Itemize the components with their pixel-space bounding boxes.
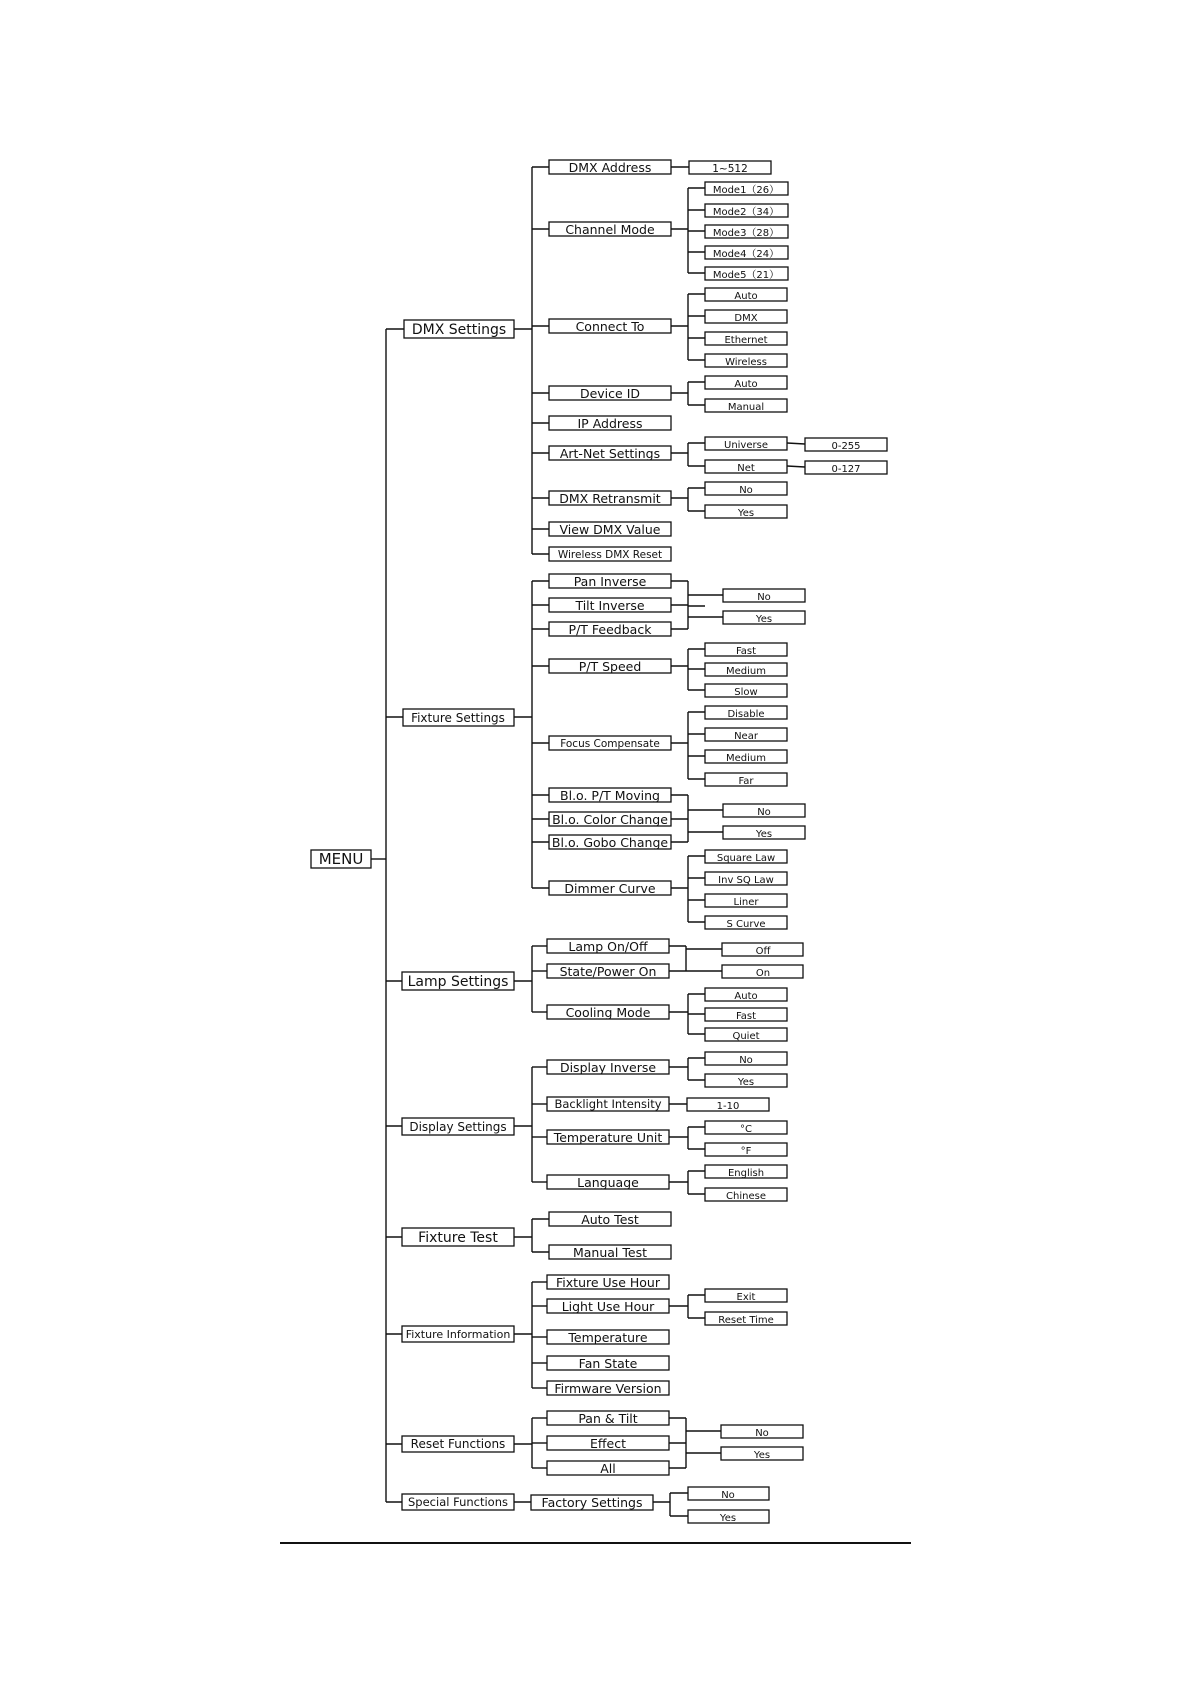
option-label: Mode4（24） bbox=[712, 249, 780, 260]
item-node-manual-test bbox=[549, 1245, 671, 1260]
option-label: Quiet bbox=[732, 1031, 760, 1042]
option-label: Yes bbox=[737, 1077, 755, 1088]
item-node-blo-pt-moving bbox=[549, 788, 671, 803]
item-node-cooling-mode bbox=[547, 1005, 669, 1020]
item-label: DMX Address bbox=[568, 160, 652, 175]
item-label: DMX Retransmit bbox=[559, 491, 661, 506]
option-label: Fast bbox=[735, 1011, 757, 1022]
item-label: Fixture Use Hour bbox=[556, 1275, 660, 1290]
option-label: Yes bbox=[755, 829, 773, 840]
option-label: No bbox=[757, 807, 771, 818]
option-label: Liner bbox=[733, 897, 759, 908]
option-node-on bbox=[722, 965, 803, 979]
item-node-pt-speed bbox=[549, 659, 671, 674]
option-label: Medium bbox=[726, 666, 766, 677]
option-node-mode5 bbox=[705, 267, 788, 281]
item-label: State/Power On bbox=[559, 964, 657, 979]
item-label: Temperature bbox=[568, 1330, 648, 1345]
item-label: Channel Mode bbox=[565, 222, 655, 237]
item-node-effect bbox=[547, 1436, 669, 1451]
option-label: Exit bbox=[736, 1292, 756, 1303]
section-node-dmx-settings bbox=[404, 320, 514, 338]
option-node-disable bbox=[705, 706, 787, 720]
option-node-no bbox=[688, 1487, 769, 1501]
item-label: Fan State bbox=[578, 1356, 638, 1371]
option-node-slow bbox=[705, 684, 787, 698]
section-node-fixture-information bbox=[402, 1326, 514, 1342]
item-node-channel-mode bbox=[549, 222, 671, 237]
footer-rule bbox=[280, 1542, 911, 1544]
option-node-reset-time bbox=[705, 1312, 787, 1326]
item-node-connect-to bbox=[549, 319, 671, 334]
item-node-device-id bbox=[549, 386, 671, 401]
option-node-mode1 bbox=[705, 182, 788, 196]
option-node-liner bbox=[705, 894, 787, 908]
option-node-manual bbox=[705, 399, 787, 413]
option-label: No bbox=[739, 1055, 753, 1066]
item-node-temperature bbox=[547, 1330, 669, 1345]
item-label: Focus Compensate bbox=[560, 738, 660, 750]
option-label: Mode1（26） bbox=[712, 185, 780, 196]
option-node-no bbox=[721, 1425, 803, 1439]
option-label: Mode2（34） bbox=[712, 207, 780, 218]
option-label: Mode3（28） bbox=[712, 228, 780, 239]
option-node-no bbox=[705, 1052, 787, 1066]
option-node-inv-sq-law bbox=[705, 872, 787, 886]
option-label: Auto bbox=[734, 291, 758, 302]
option-node-universe bbox=[705, 437, 787, 451]
option-label: Auto bbox=[734, 379, 758, 390]
item-label: Display Inverse bbox=[559, 1060, 657, 1075]
option-node-dmx bbox=[705, 310, 787, 324]
option-node-1-512 bbox=[689, 161, 771, 175]
option-node-exit bbox=[705, 1289, 787, 1303]
item-node-pan-inverse bbox=[549, 574, 671, 589]
item-label: Lamp On/Off bbox=[568, 939, 648, 954]
item-label: Effect bbox=[590, 1436, 626, 1451]
item-node-pan-and-tilt bbox=[547, 1411, 669, 1426]
item-label: Connect To bbox=[575, 319, 645, 334]
option-node-celsius bbox=[705, 1121, 787, 1135]
option-label: S Curve bbox=[726, 919, 766, 930]
option-label: Yes bbox=[737, 508, 755, 519]
menu-root-label: MENU bbox=[318, 850, 364, 868]
item-label: Cooling Mode bbox=[565, 1005, 651, 1020]
item-node-dmx-address bbox=[549, 160, 671, 175]
value-label: 0-255 bbox=[831, 441, 861, 452]
option-label: Inv SQ Law bbox=[718, 875, 774, 886]
item-label: Backlight Intensity bbox=[554, 1097, 662, 1111]
option-label: 1-10 bbox=[716, 1101, 740, 1112]
item-node-art-net-settings bbox=[549, 446, 671, 461]
item-node-blo-color-change bbox=[549, 812, 671, 827]
option-node-near bbox=[705, 728, 787, 742]
section-label: Lamp Settings bbox=[407, 974, 509, 990]
item-node-auto-test bbox=[549, 1212, 671, 1227]
option-node-square-law bbox=[705, 850, 787, 864]
item-label: P/T Feedback bbox=[568, 622, 652, 637]
item-node-lamp-on-off bbox=[547, 939, 669, 954]
option-label: Medium bbox=[726, 753, 766, 764]
item-node-tilt-inverse bbox=[549, 598, 671, 613]
connector-line bbox=[787, 443, 805, 444]
option-label: Chinese bbox=[726, 1191, 766, 1202]
option-label: Yes bbox=[755, 614, 773, 625]
option-node-mode2 bbox=[705, 204, 788, 218]
item-label: Device ID bbox=[579, 386, 641, 401]
option-label: Manual bbox=[727, 402, 765, 413]
item-label: IP Address bbox=[577, 416, 643, 431]
option-label: No bbox=[721, 1490, 735, 1501]
option-node-medium bbox=[705, 663, 787, 677]
option-label: °F bbox=[740, 1146, 752, 1157]
option-label: Yes bbox=[753, 1450, 771, 1461]
option-node-no bbox=[705, 482, 787, 496]
item-node-fixture-use-hour bbox=[547, 1275, 669, 1290]
item-label: View DMX Value bbox=[559, 522, 661, 537]
section-label: Special Functions bbox=[408, 1495, 508, 1509]
option-label: Far bbox=[738, 776, 754, 787]
item-node-all bbox=[547, 1461, 669, 1476]
connector-line bbox=[787, 466, 805, 467]
option-node-fast bbox=[705, 643, 787, 657]
item-label: All bbox=[600, 1461, 616, 1476]
item-label: Firmware Version bbox=[554, 1381, 662, 1396]
item-node-blo-gobo-change bbox=[549, 835, 671, 850]
item-node-display-inverse bbox=[547, 1060, 669, 1075]
section-node-reset-functions bbox=[402, 1436, 514, 1452]
option-node-fahrenheit bbox=[705, 1143, 787, 1157]
option-node-no bbox=[723, 589, 805, 603]
item-node-dmx-retransmit bbox=[549, 491, 671, 506]
item-label: Dimmer Curve bbox=[564, 881, 656, 896]
option-node-yes bbox=[721, 1447, 803, 1461]
option-node-off bbox=[722, 943, 803, 957]
option-label: Yes bbox=[719, 1513, 737, 1524]
option-node-quiet bbox=[705, 1028, 787, 1042]
section-label: DMX Settings bbox=[411, 322, 507, 338]
item-label: Auto Test bbox=[581, 1212, 639, 1227]
option-label: Slow bbox=[734, 687, 758, 698]
item-label: Pan & Tilt bbox=[578, 1411, 638, 1426]
item-node-focus-compensate bbox=[549, 736, 671, 750]
section-node-special-functions bbox=[402, 1494, 514, 1510]
option-node-mode3 bbox=[705, 225, 788, 239]
option-node-1-10 bbox=[687, 1098, 769, 1112]
item-label: Art-Net Settings bbox=[559, 446, 661, 461]
option-label: DMX bbox=[734, 313, 758, 324]
option-node-fast bbox=[705, 1008, 787, 1022]
section-label: Fixture Settings bbox=[411, 711, 505, 725]
option-node-mode4 bbox=[705, 246, 788, 260]
item-label: Light Use Hour bbox=[561, 1299, 655, 1314]
option-label: Fast bbox=[735, 646, 757, 657]
section-label: Display Settings bbox=[409, 1120, 507, 1134]
item-node-view-dmx-value bbox=[549, 522, 671, 537]
section-label: Fixture Test bbox=[418, 1230, 498, 1246]
option-label: Auto bbox=[734, 991, 758, 1002]
item-label: Factory Settings bbox=[541, 1495, 643, 1510]
option-node-s-curve bbox=[705, 916, 787, 930]
section-node-fixture-test bbox=[402, 1228, 514, 1246]
option-label: No bbox=[755, 1428, 769, 1439]
option-label: No bbox=[757, 592, 771, 603]
option-node-auto bbox=[705, 288, 787, 302]
option-node-far bbox=[705, 773, 787, 787]
value-node-0-255 bbox=[805, 438, 887, 452]
value-label: 0-127 bbox=[831, 464, 861, 475]
option-node-no bbox=[723, 804, 805, 818]
option-node-net bbox=[705, 460, 787, 474]
item-node-pt-feedback bbox=[549, 622, 671, 637]
section-label: Fixture Information bbox=[405, 1328, 511, 1341]
option-node-auto bbox=[705, 376, 787, 390]
item-label: Bl.o. Gobo Change bbox=[551, 835, 669, 850]
option-label: Square Law bbox=[716, 853, 776, 864]
option-label: °C bbox=[740, 1124, 752, 1135]
item-node-factory-settings bbox=[531, 1495, 653, 1510]
item-label: Language bbox=[577, 1175, 639, 1190]
option-label: Off bbox=[755, 946, 771, 957]
option-label: Universe bbox=[724, 440, 768, 451]
section-node-lamp-settings bbox=[402, 972, 514, 990]
section-label: Reset Functions bbox=[410, 1437, 506, 1451]
item-node-firmware-version bbox=[547, 1381, 669, 1396]
section-node-fixture-settings bbox=[403, 709, 514, 726]
item-label: P/T Speed bbox=[578, 659, 642, 674]
item-node-ip-address bbox=[549, 416, 671, 431]
option-label: Wireless bbox=[725, 357, 767, 368]
option-node-yes bbox=[705, 1074, 787, 1088]
item-label: Pan Inverse bbox=[573, 574, 647, 589]
item-node-language bbox=[547, 1175, 669, 1190]
option-node-yes bbox=[723, 826, 805, 840]
item-node-dimmer-curve bbox=[549, 881, 671, 896]
option-label: Net bbox=[737, 463, 755, 474]
item-node-light-use-hour bbox=[547, 1299, 669, 1314]
option-label: Near bbox=[734, 731, 758, 742]
option-node-yes bbox=[705, 505, 787, 519]
item-label: Bl.o. Color Change bbox=[552, 812, 668, 827]
item-label: Wireless DMX Reset bbox=[557, 549, 663, 561]
item-label: Temperature Unit bbox=[553, 1130, 663, 1145]
option-node-auto bbox=[705, 988, 787, 1002]
option-node-english bbox=[705, 1165, 787, 1179]
option-node-ethernet bbox=[705, 332, 787, 346]
option-label: Disable bbox=[727, 709, 765, 720]
section-node-display-settings bbox=[402, 1118, 514, 1135]
item-label: Bl.o. P/T Moving bbox=[560, 788, 660, 803]
option-label: English bbox=[727, 1168, 765, 1179]
option-node-yes bbox=[688, 1510, 769, 1524]
option-node-chinese bbox=[705, 1188, 787, 1202]
option-label: Reset Time bbox=[718, 1315, 774, 1326]
item-label: Manual Test bbox=[572, 1245, 648, 1260]
option-node-wireless bbox=[705, 354, 787, 368]
option-node-medium bbox=[705, 750, 787, 764]
item-node-backlight-intensity bbox=[547, 1097, 669, 1111]
option-label: 1~512 bbox=[712, 163, 748, 175]
item-node-fan-state bbox=[547, 1356, 669, 1371]
item-node-temperature-unit bbox=[547, 1130, 669, 1145]
option-label: No bbox=[739, 485, 753, 496]
value-node-0-127 bbox=[805, 461, 887, 475]
option-node-yes bbox=[723, 611, 805, 625]
item-node-state-power-on bbox=[547, 964, 669, 979]
option-label: Ethernet bbox=[724, 335, 768, 346]
option-label: Mode5（21） bbox=[712, 270, 780, 281]
option-label: On bbox=[755, 968, 771, 979]
menu-root-node bbox=[311, 850, 371, 868]
item-node-wireless-dmx-reset bbox=[549, 547, 671, 561]
item-label: Tilt Inverse bbox=[575, 598, 645, 613]
